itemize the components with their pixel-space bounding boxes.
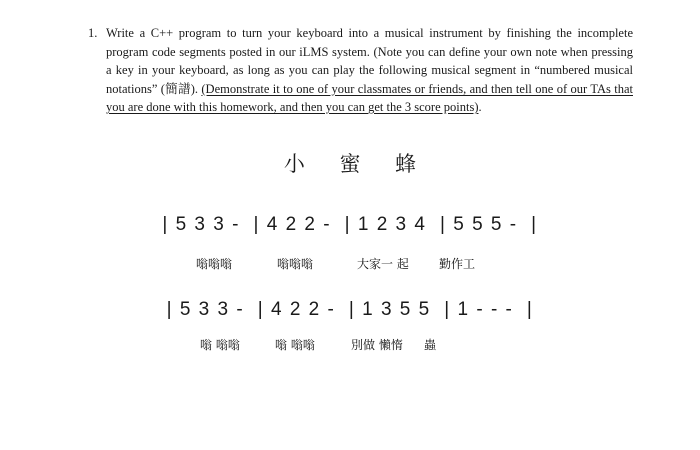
question-text-part-2: . [478,100,482,114]
question-text-underlined: (Demonstrate it to one of your classmates or friends, and then tell one of our TAs that you are done with this homework, and then you can get the 3 score points) [106,81,633,114]
lyric-segment: 別做 懶惰 [351,338,403,352]
lyric-segment: 勤作工 [439,257,476,271]
question-text-part-1: Write a C++ program to turn your keyboard into a musical instrument by finishing the incomplete program code segments posted in our iLMS system. (Note you can define your own note when pressing a key in your keyboard, as long as you can play the following musical segment in “numbered musical notations” (簡譜). [106,26,633,96]
lyrics-line-2 [0,336,700,420]
lyric-segment: 大家一 起 [357,257,409,271]
notation-line-1: | 5 3 3 - | 4 2 2 - | 1 2 3 4 | 5 5 5 - | [162,214,538,235]
song-title: 小 蜜 蜂 [283,152,431,176]
question-number: 1. [88,26,98,40]
lyric-segment: 嗡 嗡嗡 [275,338,315,352]
lyric-segment: 嗡 嗡嗡 [200,338,240,352]
lyric-segment: 嗡嗡嗡 [196,257,233,271]
lyric-segment: 蟲 [424,338,437,352]
lyric-segment: 嗡嗡嗡 [277,257,314,271]
question-text [106,24,633,117]
notation-line-2: | 5 3 3 - | 4 2 2 - | 1 3 5 5 | 1 - - - | [166,299,534,320]
lyrics-line-1 [0,255,700,339]
